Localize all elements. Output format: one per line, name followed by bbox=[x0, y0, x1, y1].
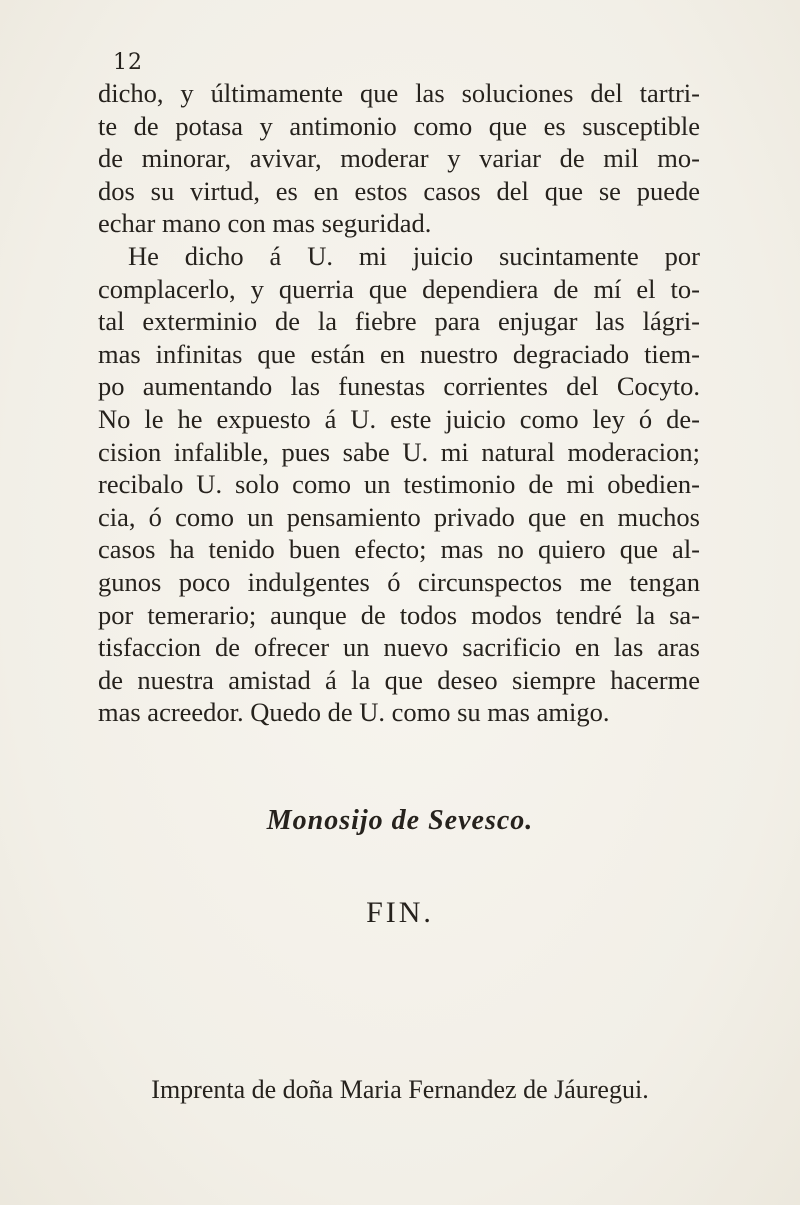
text-line: de minorar, avivar, moderar y variar de mil mo- bbox=[98, 143, 700, 174]
text-line: cia, ó como un pensamiento privado que en muchos bbox=[98, 501, 700, 532]
text-line: dos su virtud, es en estos casos del que se puede bbox=[98, 175, 700, 206]
text-line: te de potasa y antimonio como que es susceptible bbox=[98, 110, 700, 141]
text-line: tal exterminio de la fiebre para enjugar las lágri- bbox=[98, 306, 700, 337]
text-line: echar mano con mas seguridad. bbox=[98, 208, 432, 239]
text-line: tisfaccion de ofrecer un nuevo sacrificio en las aras bbox=[98, 632, 700, 663]
text-line: casos ha tenido buen efecto; mas no quiero que al- bbox=[98, 534, 700, 565]
text-line: He dicho á U. mi juicio sucintamente por bbox=[128, 240, 700, 271]
text-line: complacerlo, y querria que dependiera de mí el to- bbox=[98, 273, 700, 304]
text-line: por temerario; aunque de todos modos tendré la sa- bbox=[98, 599, 700, 630]
text-line: mas acreedor. Quedo de U. como su mas amigo. bbox=[98, 697, 610, 728]
text-line: gunos poco indulgentes ó circunspectos me tengan bbox=[98, 566, 700, 597]
text-line: po aumentando las funestas corrientes del Cocyto. bbox=[98, 371, 700, 402]
signature: Monosijo de Sevesco. bbox=[266, 805, 534, 836]
text-line: mas infinitas que están en nuestro degraciado tiem- bbox=[98, 338, 700, 369]
printer-imprint: Imprenta de doña Maria Fernandez de Jáuregui. bbox=[151, 1075, 649, 1104]
text-line: de nuestra amistad á la que deseo siempre hacerme bbox=[98, 664, 700, 695]
page-number: 12 bbox=[113, 50, 143, 75]
end-mark: FIN. bbox=[366, 896, 434, 929]
text-line: dicho, y últimamente que las soluciones del tartri- bbox=[98, 78, 700, 108]
body-text bbox=[98, 77, 700, 729]
text-line: recibalo U. solo como un testimonio de mi obedien- bbox=[98, 469, 700, 500]
text-line: cision infalible, pues sabe U. mi natural moderacion; bbox=[98, 436, 700, 467]
text-line: No le he expuesto á U. este juicio como ley ó de- bbox=[98, 403, 700, 434]
